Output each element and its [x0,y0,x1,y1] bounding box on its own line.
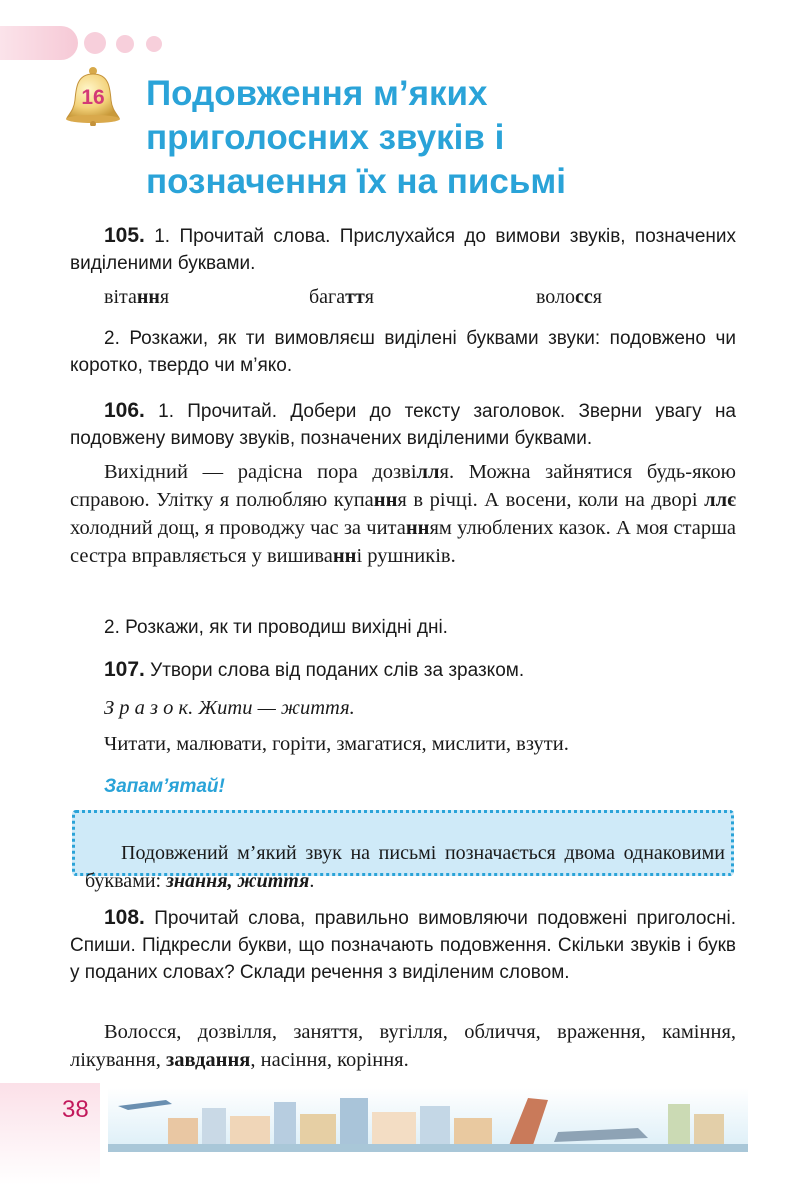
sample-text: Жити — життя. [193,697,355,719]
lesson-title [146,72,766,203]
exercise-107 [70,656,736,684]
bell-icon [64,66,122,126]
exercise-105 [70,222,736,277]
exercise-task: Утвори слова від поданих слів за зразком. [144,660,525,681]
exercise-task: 1. Прочитай слова. Прислухайся до вимови звуків, позначених виділеними буквами. [70,226,736,274]
city-illustration [108,1088,748,1152]
title-line: Подовження м’яких [146,74,488,113]
exercise-106-text [70,458,736,570]
header-decoration-dot [116,35,134,53]
exercise-task: 2. Розкажи, як ти вимовляєш виділені буквами звуки: подовжено чи коротко, твердо чи м’яко. [70,328,736,376]
exercise-number: 106. [104,399,145,422]
title-line: приголосних звуків і [146,117,505,157]
exercise-108-words [70,1018,736,1074]
exercise-task: 2. Розкажи, як ти проводиш вихідні дні. [104,617,448,638]
rule-box [72,810,734,892]
word-item: вітання [104,286,170,308]
sample-label: З р а з о к. [104,697,194,719]
title-line: позначення їх на письмі [146,161,567,201]
exercise-106-task2 [70,614,736,641]
exercise-number: 107. [104,658,145,681]
word-item: багаття [309,286,374,308]
exercise-107-sample [70,694,736,722]
header-decoration-dot [146,36,162,52]
rule-text: Подовжений м’який звук на письмі позначається двома однаковими буквами: знання, життя. [85,842,725,892]
word-item: волосся [536,286,602,308]
header-decoration-dot [84,32,106,54]
exercise-105-task2 [70,325,736,379]
exercise-108 [70,904,736,986]
page-number: 38 [62,1096,89,1123]
remember-heading: Запам’ятай! [104,776,225,797]
header-decoration-bar [0,26,78,60]
exercise-number: 108. [104,906,145,929]
exercise-number: 105. [104,224,145,247]
lesson-number: 16 [81,86,105,109]
word-list: Читати, малювати, горіти, змагатися, мислити, взути. [104,733,569,755]
reading-text: Вихідний — радісна пора дозвілля. Можна зайнятися будь-якою справою. Улітку я полюбляю купання в річці. А восени, коли на дворі ллє холодний дощ, я проводжу час за читанням улюблених казок. А моя старша сестра вправляється у вишиванні рушників. [70,461,737,567]
exercise-106 [70,397,736,452]
exercise-task: 1. Прочитай. Добери до тексту заголовок. Зверни увагу на подовжену вимову звуків, позначених виділеними буквами. [70,401,736,449]
exercise-107-words [70,730,736,758]
exercise-task: Прочитай слова, правильно вимовляючи подовжені приголосні. Спиши. Підкресли букви, що позначають подовження. Скільки звуків і букв у поданих словах? Склади речення з виділеним словом. [70,908,736,983]
word-list: Волосся, дозвілля, заняття, вугілля, обличчя, враження, каміння, лікування, завдання, насіння, коріння. [70,1021,736,1071]
